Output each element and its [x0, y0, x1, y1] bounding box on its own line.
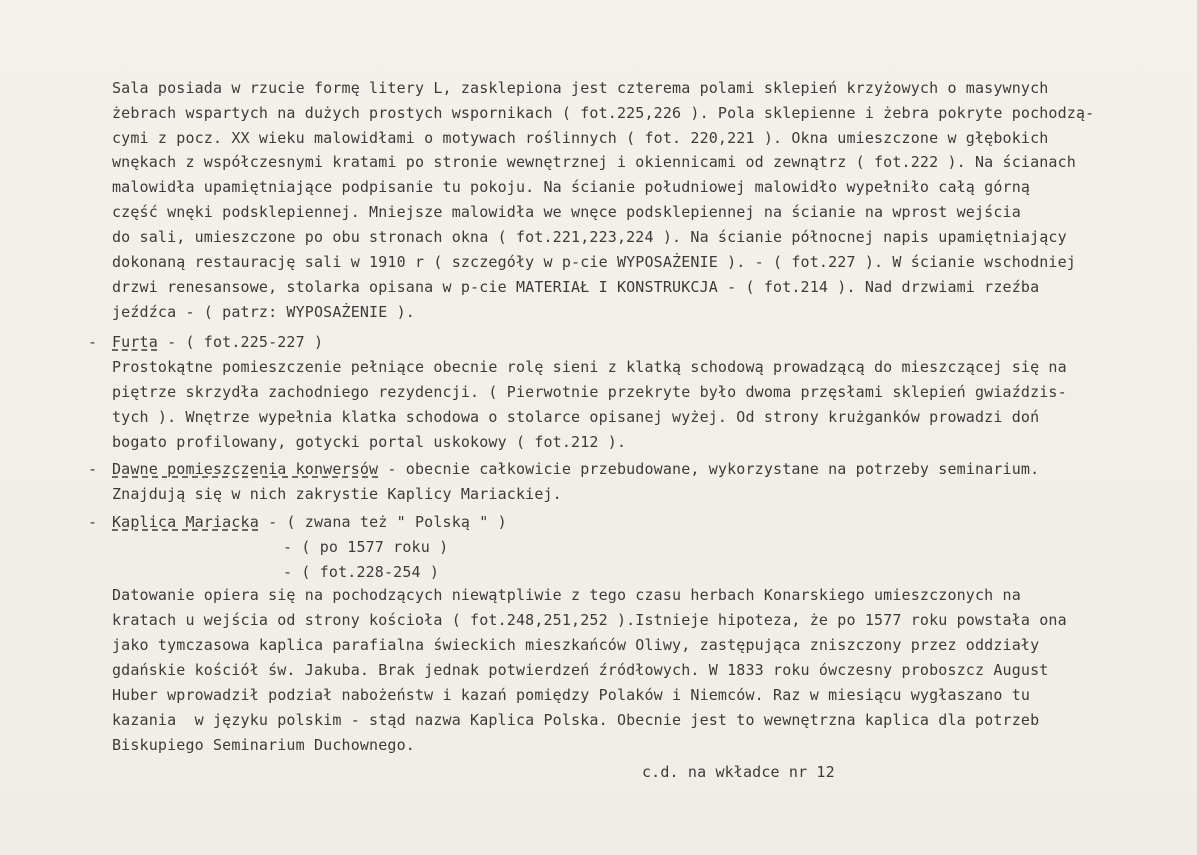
list-dash: -: [88, 460, 98, 478]
date-note: - ( po 1577 roku ): [283, 538, 449, 556]
text-line: część wnęki podsklepiennej. Mniejsze malowidła we wnęce podsklepiennej na ścianie na wprost wejścia: [112, 203, 1021, 221]
text-line: bogato profilowany, gotycki portal uskokowy ( fot.212 ).: [112, 433, 627, 451]
text-line: cymi z pocz. XX wieku malowidłami o motywach roślinnych ( fot. 220,221 ). Okna umieszczone w głębokich: [112, 129, 1049, 147]
heading-note: - ( zwana też " Polską " ): [258, 513, 507, 531]
text-line: jako tymczasowa kaplica parafialna świeckich mieszkańców Oliwy, zastępująca zniszczony przez oddziały: [112, 636, 1040, 654]
heading-note: - obecnie całkowicie przebudowane, wykorzystane na potrzeby seminarium.: [378, 460, 1040, 478]
heading-note: - ( fot.225-227 ): [157, 333, 324, 351]
text-line: tych ). Wnętrze wypełnia klatka schodowa o stolarce opisanej wyżej. Od strony krużganków prowadzi doń: [112, 408, 1040, 426]
text-line: Biskupiego Seminarium Duchownego.: [112, 736, 415, 754]
text-line: piętrze skrzydła zachodniego rezydencji. ( Pierwotnie przekryte było dwoma przęsłami sklepień gwiaździs-: [112, 383, 1067, 401]
section-heading-furta: [112, 330, 323, 354]
text-line: malowidła upamiętniające podpisanie tu pokoju. Na ścianie południowej malowidło wypełniło całą górną: [112, 178, 1031, 196]
text-line: Znajdują się w nich zakrystie Kaplicy Mariackiej.: [112, 485, 562, 503]
list-dash: -: [88, 333, 98, 351]
text-line: kazania w języku polskim - stąd nazwa Kaplica Polska. Obecnie jest to wewnętrzna kaplica dla potrzeb: [112, 711, 1040, 729]
list-dash: -: [88, 513, 98, 531]
text-line: wnękach z współczesnymi kratami po stronie wewnętrznej i okiennicami od zewnątrz ( fot.222 ). Na ścianach: [112, 153, 1076, 171]
text-line: jeźdźca - ( patrz: WYPOSAŻENIE ).: [112, 303, 415, 321]
section-heading-konwersy: [112, 457, 1039, 481]
text-line: gdańskie kościół św. Jakuba. Brak jednak potwierdzeń źródłowych. W 1833 roku ówczesny proboszcz August: [112, 661, 1049, 679]
text-line: Datowanie opiera się na pochodzących niewątpliwie z tego czasu herbach Konarskiego umieszczonych na: [112, 586, 1021, 604]
heading-label: Dawne pomieszczenia konwersów: [112, 460, 379, 478]
text-line: do sali, umieszczone po obu stronach okna ( fot.221,223,224 ). Na ścianie północnej napis upamiętniający: [112, 228, 1067, 246]
heading-label: Furta: [112, 333, 158, 351]
section-heading-kaplica: [112, 510, 507, 534]
text-line: drzwi renesansowe, stolarka opisana w p-cie MATERIAŁ I KONSTRUKCJA - ( fot.214 ). Nad drzwiami rzeźba: [112, 278, 1040, 296]
photo-note: - ( fot.228-254 ): [283, 563, 440, 581]
continuation-note: c.d. na wkładce nr 12: [642, 763, 835, 781]
text-line: dokonaną restaurację sali w 1910 r ( szczegóły w p-cie WYPOSAŻENIE ). - ( fot.227 ). W ścianie wschodniej: [112, 253, 1076, 271]
text-line: kratach u wejścia od strony kościoła ( fot.248,251,252 ).Istnieje hipoteza, że po 1577 roku powstała ona: [112, 611, 1067, 629]
heading-label: Kaplica Mariacka: [112, 513, 259, 531]
text-line: Huber wprowadził podział nabożeństw i kazań pomiędzy Polaków i Niemców. Raz w miesiącu wygłaszano tu: [112, 686, 1031, 704]
text-line: Sala posiada w rzucie formę litery L, zasklepiona jest czterema polami sklepień krzyżowych o masywnych: [112, 79, 1049, 97]
text-line: żebrach wspartych na dużych prostych wspornikach ( fot.225,226 ). Pola sklepienne i żebra pokryte pochodzą-: [112, 104, 1095, 122]
text-line: Prostokątne pomieszczenie pełniące obecnie rolę sieni z klatką schodową prowadzącą do mieszczącej się na: [112, 358, 1067, 376]
